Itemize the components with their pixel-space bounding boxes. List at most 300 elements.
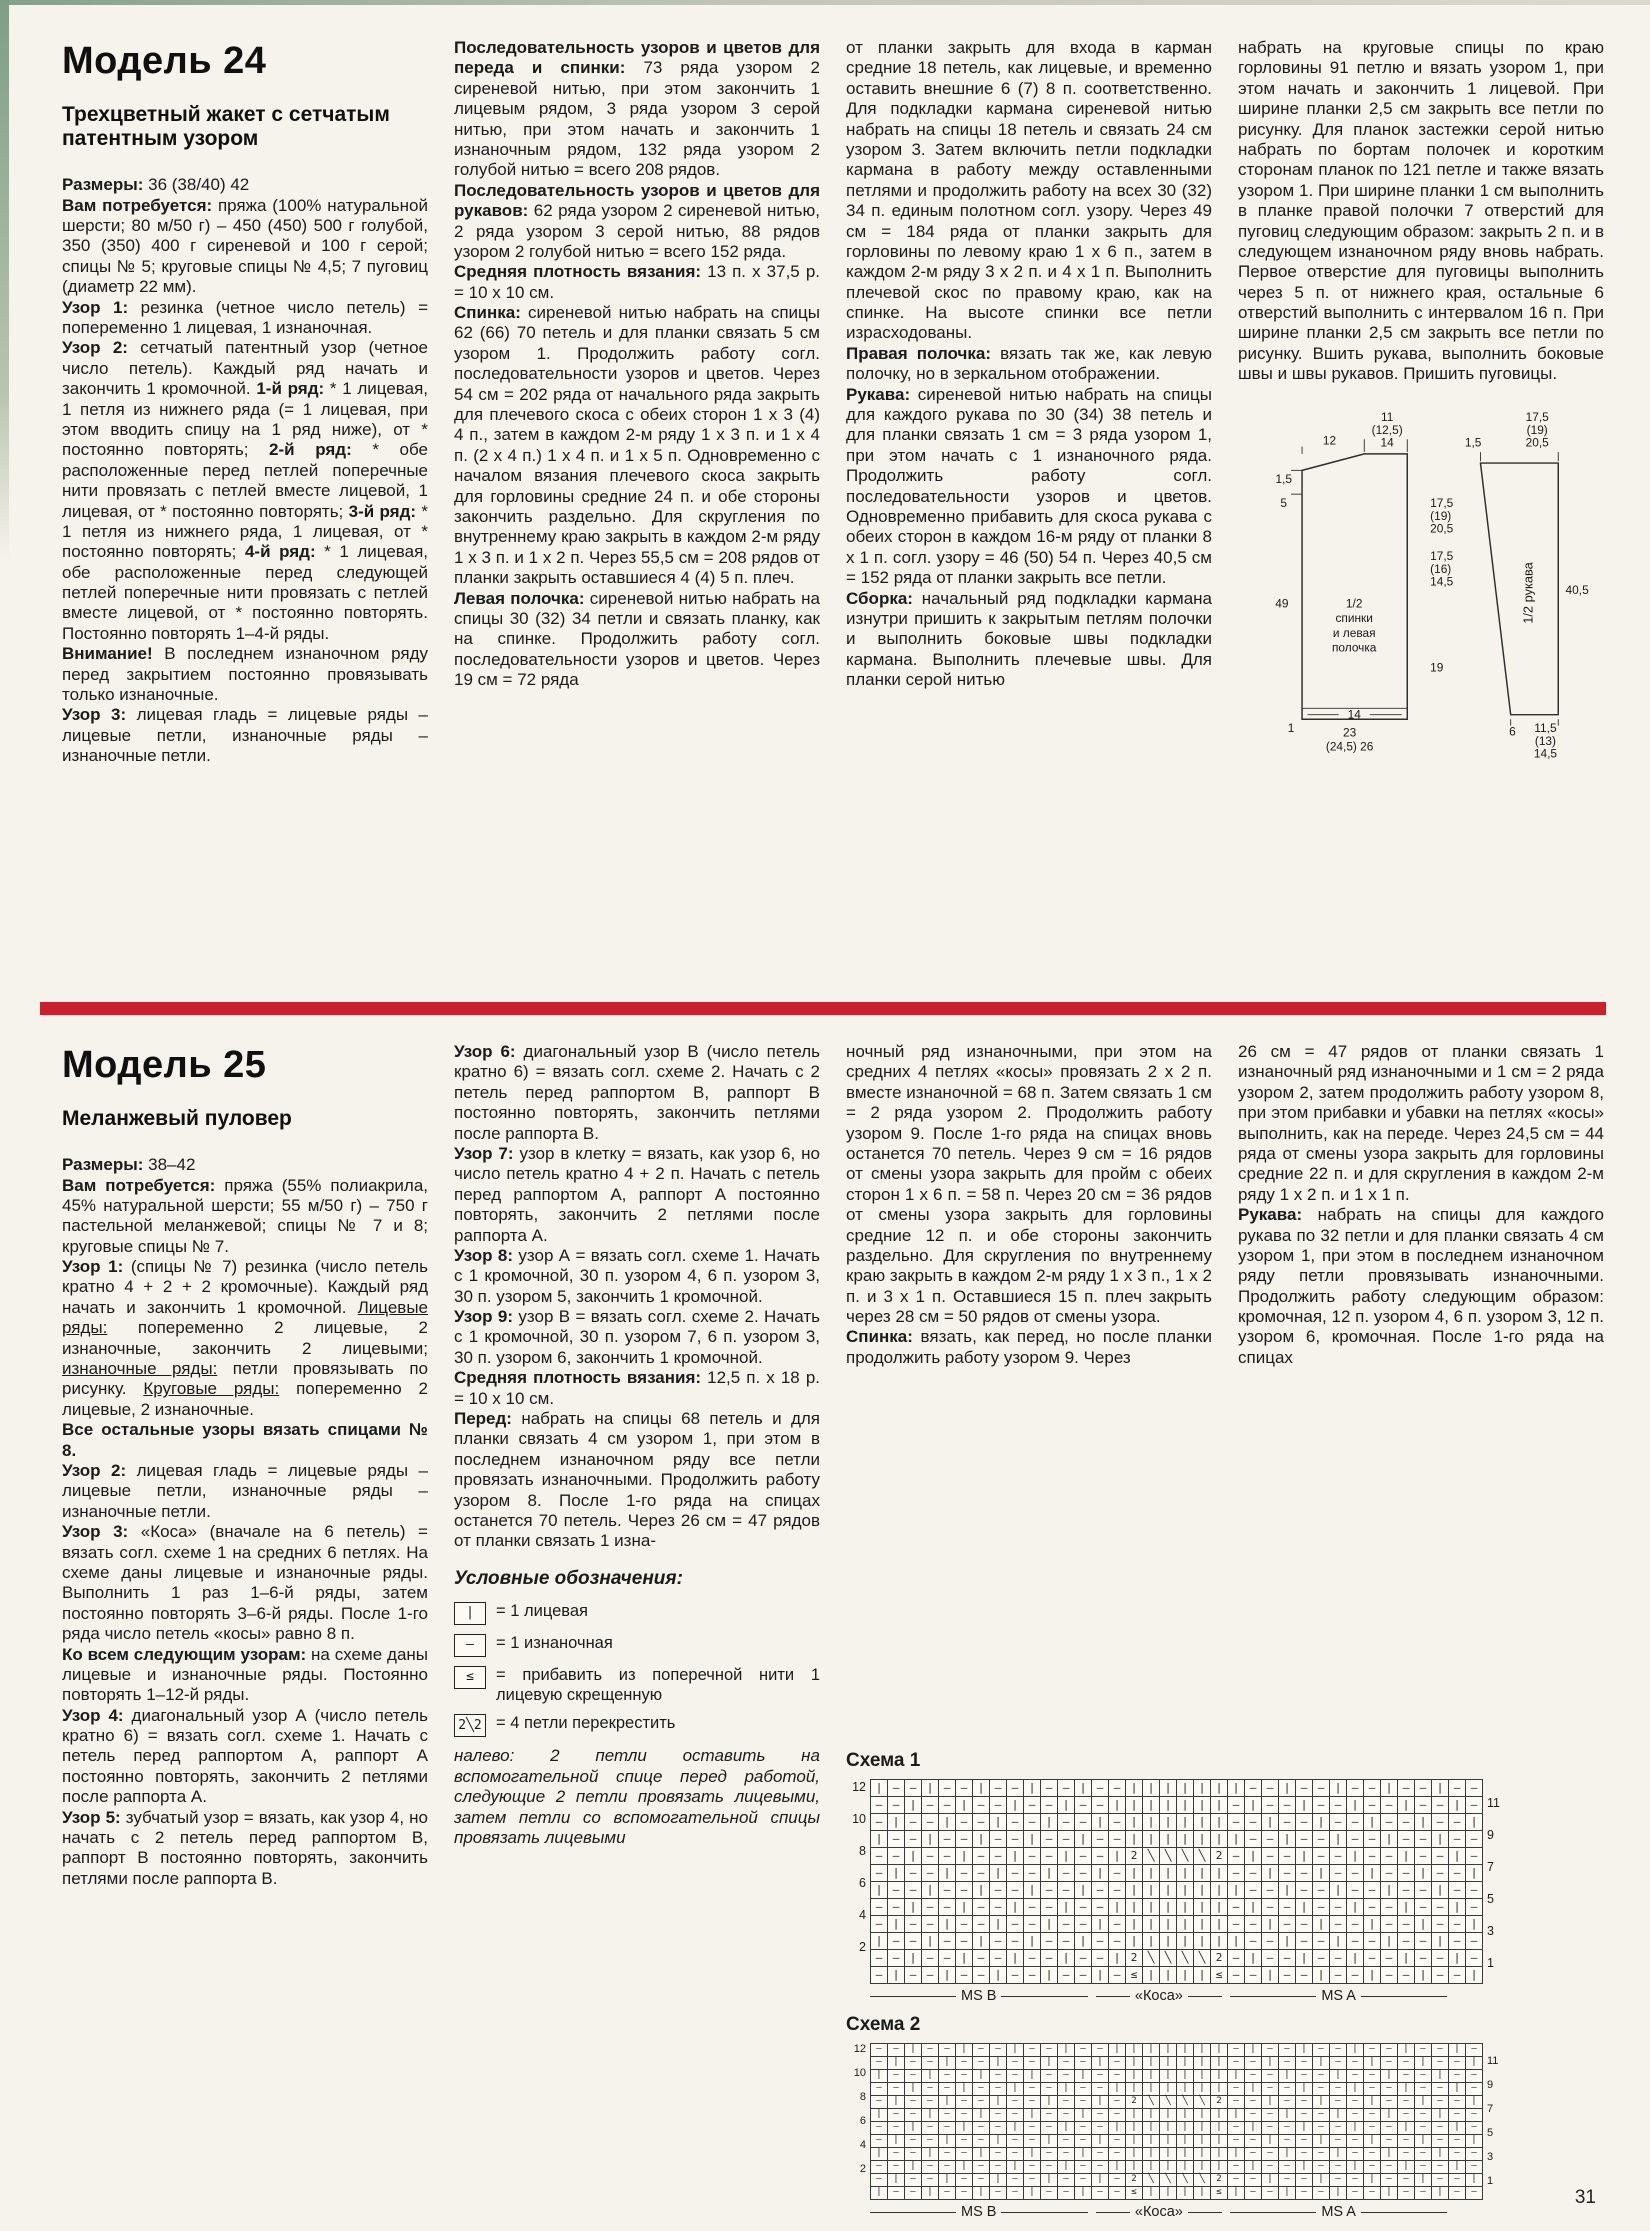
chart-cell: – [1415, 2187, 1432, 2200]
chart-cell: | [1449, 1848, 1466, 1865]
chart-cell: | [905, 2161, 922, 2174]
chart-cell: – [1262, 2044, 1279, 2057]
chart-cell: | [1296, 1899, 1313, 1916]
chart-cell: | [1177, 1797, 1194, 1814]
chart-cell: | [1194, 1882, 1211, 1899]
chart-cell: | [888, 1814, 905, 1831]
chart-cell: ╲ [1177, 1848, 1194, 1865]
page-number: 31 [1574, 2187, 1596, 2208]
chart-cell: – [1313, 1848, 1330, 1865]
paragraph [454, 262, 820, 303]
chart-cell: – [905, 1967, 922, 1984]
chart-cell: | [1092, 2057, 1109, 2070]
chart-cell: | [1143, 1899, 1160, 1916]
chart-cell: – [1398, 1814, 1415, 1831]
chart-cell: – [888, 1899, 905, 1916]
chart-cell: – [1024, 1950, 1041, 1967]
chart-cell: – [1347, 1865, 1364, 1882]
text-run: 13 п. х 37,5 р. = 10 х 10 см. [454, 262, 820, 302]
paragraph [62, 705, 428, 766]
chart-cell: – [1347, 2174, 1364, 2187]
chart-cell: | [1228, 1882, 1245, 1899]
chart-cell: – [1364, 1882, 1381, 1899]
chart-cell: | [1330, 2070, 1347, 2083]
measurement-label: 14,5 [1430, 574, 1454, 589]
chart-cell: | [888, 1865, 905, 1882]
chart-cell: | [1347, 2161, 1364, 2174]
chart-cell: – [871, 1848, 888, 1865]
chart-cell: 2 [1126, 2174, 1143, 2187]
chart-cell: – [1075, 1848, 1092, 1865]
row-number [1483, 1811, 1507, 1827]
measurement-label: 1,5 [1275, 471, 1293, 486]
chart-cell: – [1347, 1882, 1364, 1899]
chart-cell: – [973, 1797, 990, 1814]
chart-cell: | [1364, 2135, 1381, 2148]
chart-cell: – [1364, 2187, 1381, 2200]
chart-cell: – [990, 2161, 1007, 2174]
chart-cell: – [1041, 2187, 1058, 2200]
chart-cell: | [1143, 2161, 1160, 2174]
text-run: Левая полочка: [454, 588, 585, 608]
chart-cell: | [1194, 1916, 1211, 1933]
chart-cell: | [1211, 1831, 1228, 1848]
chart-cell: | [1160, 1831, 1177, 1848]
chart-cell: – [1041, 1950, 1058, 1967]
chart-cell: – [1449, 2070, 1466, 2083]
chart-cell: – [1432, 1848, 1449, 1865]
chart-cell: – [1381, 2096, 1398, 2109]
text-run: лицевая гладь = лицевые ряды – лицевые петли, изнаночные ряды – изнаночные петли. [62, 705, 428, 766]
chart-cell: | [1177, 2148, 1194, 2161]
chart-cell: – [905, 2174, 922, 2187]
chart-cell: | [1398, 1899, 1415, 1916]
row-number [1483, 2067, 1507, 2079]
chart-cell: – [871, 1814, 888, 1831]
chart-cell: – [1279, 1814, 1296, 1831]
chart-cell: ╲ [1177, 2174, 1194, 2187]
chart-cell: | [1160, 1916, 1177, 1933]
chart-cell: – [1313, 2122, 1330, 2135]
row-number: 6 [859, 2115, 866, 2127]
chart-cell: | [990, 1967, 1007, 1984]
stitch-symbol: ≤ [454, 1666, 486, 1689]
chart-cell: | [1024, 2187, 1041, 2200]
chart-cell: – [1466, 1899, 1483, 1916]
chart-cell: – [1109, 1865, 1126, 1882]
chart-cell: | [1313, 1865, 1330, 1882]
chart-cell: | [1126, 2070, 1143, 2083]
chart-cell: – [1245, 2174, 1262, 2187]
chart-cell: – [1449, 1814, 1466, 1831]
chart-cell: | [1211, 2109, 1228, 2122]
chart-cell: | [1092, 1814, 1109, 1831]
chart-cell: | [1262, 1967, 1279, 1984]
chart-cell: | [1211, 1814, 1228, 1831]
chart-cell: – [888, 1797, 905, 1814]
text-run: Узор 8: [454, 1245, 514, 1265]
row-number [1483, 1939, 1507, 1955]
chart-cell: | [1109, 2122, 1126, 2135]
chart-cell: | [1007, 2044, 1024, 2057]
chart-cell: | [939, 1814, 956, 1831]
chart-cell: – [1075, 1814, 1092, 1831]
piece-label: спинки [1335, 610, 1373, 625]
chart-cell: | [1024, 1831, 1041, 1848]
model25-heading: Модель 25 [62, 1044, 267, 1086]
chart-cell: | [1024, 1780, 1041, 1797]
chart-cell: | [1109, 1950, 1126, 1967]
chart-cell: | [1109, 1797, 1126, 1814]
chart-cell: | [1194, 2083, 1211, 2096]
chart-cell: – [1466, 1950, 1483, 1967]
chart-cell: – [1381, 1899, 1398, 1916]
chart-cell: – [1262, 1899, 1279, 1916]
chart-cell: | [888, 2096, 905, 2109]
chart-cell: | [1024, 2070, 1041, 2083]
chart-cell: – [1381, 2044, 1398, 2057]
measurement-label: 17,5 [1430, 495, 1454, 510]
row-number: 3 [1487, 2151, 1494, 2163]
chart-cell: | [1177, 2070, 1194, 2083]
chart-cell: | [1449, 1797, 1466, 1814]
chart-cell: – [1364, 2148, 1381, 2161]
chart-cell: – [1058, 2096, 1075, 2109]
chart-cell: | [1466, 1967, 1483, 1984]
chart-cell: – [1313, 2109, 1330, 2122]
chart-cell: – [1381, 2135, 1398, 2148]
chart-cell: | [1398, 2122, 1415, 2135]
text-run: Ко всем следующим узорам: [62, 1644, 307, 1664]
chart-cell: | [1024, 2109, 1041, 2122]
text-run: Последовательность узоров и цветов для рукавов: [454, 180, 820, 221]
chart-cell: | [1007, 1899, 1024, 1916]
chart-cell: | [1177, 2187, 1194, 2200]
chart-cell: | [1092, 2174, 1109, 2187]
chart-cell: – [888, 2070, 905, 2083]
chart-cell: – [973, 2161, 990, 2174]
chart-cell: | [1466, 2096, 1483, 2109]
chart-cell: – [1228, 2161, 1245, 2174]
chart-cell: – [1245, 1933, 1262, 1950]
chart-cell: ╲ [1143, 1848, 1160, 1865]
model25-col3-text [846, 1042, 1212, 1368]
model24-col2-text [454, 38, 820, 691]
chart-cell: – [1313, 1797, 1330, 1814]
chart-cell: | [871, 2109, 888, 2122]
chart-cell: | [1211, 1933, 1228, 1950]
chart-cell: – [1007, 2109, 1024, 2122]
chart-cell: ╲ [1160, 2096, 1177, 2109]
text-run: * 1 лицевая, обе расположенные перед следующей петлей поперечные нити провязать с петлей вместе лицевой, от * постоянно повторять. Постоянно повторять 1–4-й ряды. [62, 542, 428, 643]
text-run: Все остальные узоры вязать спицами № 8. [62, 1420, 428, 1460]
chart-cell: – [922, 2083, 939, 2096]
chart-cell: – [1262, 1848, 1279, 1865]
chart-cell: – [1296, 1916, 1313, 1933]
chart-cell: | [1177, 2135, 1194, 2148]
chart-cell: | [1143, 2083, 1160, 2096]
chart-cell: | [1143, 1967, 1160, 1984]
chart-cell: | [990, 1865, 1007, 1882]
chart-section-label: MS B [870, 2204, 1088, 2220]
text-run: Размеры: [62, 175, 144, 195]
model24-col4 [1238, 38, 1604, 996]
chart-cell: – [1313, 2161, 1330, 2174]
chart-cell: | [888, 2135, 905, 2148]
text-run: Вам потребуется: [62, 195, 213, 215]
chart-cell: | [939, 2174, 956, 2187]
chart-cell: – [871, 1950, 888, 1967]
chart-cell: ╲ [1143, 2174, 1160, 2187]
chart-cell: – [1109, 2174, 1126, 2187]
model24-col3-text [846, 38, 1212, 691]
chart-cell: | [1126, 2057, 1143, 2070]
text-run: Средняя плотность вязания: [454, 262, 702, 282]
chart-cell: | [1415, 2057, 1432, 2070]
chart-cell: – [1432, 2044, 1449, 2057]
chart-cell: | [1279, 1780, 1296, 1797]
chart-cell: – [1092, 2148, 1109, 2161]
chart-cell: | [1194, 2109, 1211, 2122]
chart-cell: ╲ [1160, 1950, 1177, 1967]
chart-cell: | [1194, 2148, 1211, 2161]
paragraph [454, 1409, 820, 1552]
chart-cell: – [973, 1865, 990, 1882]
chart-cell: | [922, 1780, 939, 1797]
chart-cell: | [1449, 2122, 1466, 2135]
chart-cell: – [1279, 1899, 1296, 1916]
chart-cell: – [1330, 2135, 1347, 2148]
chart-cell: | [1126, 1780, 1143, 1797]
chart-cell: – [1347, 2070, 1364, 2083]
chart-cell: – [990, 1831, 1007, 1848]
sleeve-piece-outline [1480, 463, 1558, 715]
chart-cell: | [1075, 1831, 1092, 1848]
chart-cell: – [1245, 1916, 1262, 1933]
chart-cell: – [973, 1916, 990, 1933]
chart-cell: | [1347, 2122, 1364, 2135]
chart-cell: – [1381, 1814, 1398, 1831]
row-number [1483, 1779, 1507, 1795]
chart-cell: – [956, 2057, 973, 2070]
chart-cell: – [871, 2083, 888, 2096]
chart-cell: – [939, 2044, 956, 2057]
chart-cell: – [939, 2122, 956, 2135]
chart-cell: | [1211, 1865, 1228, 1882]
row-number [846, 2175, 870, 2187]
chart-cell: – [1381, 1848, 1398, 1865]
chart-cell: – [1449, 2109, 1466, 2122]
chart-cell: | [1041, 2174, 1058, 2187]
measurement-label: 11,5 [1534, 720, 1557, 735]
measurement-label: 49 [1275, 596, 1289, 611]
chart-cell: | [905, 1950, 922, 1967]
text-run: попеременно 2 лицевые, 2 изнаночные, закончить 2 лицевыми; [62, 1318, 428, 1358]
chart-cell: – [1330, 1950, 1347, 1967]
model-24-section [62, 38, 1604, 996]
chart-cell: – [1466, 2161, 1483, 2174]
chart-cell: | [1330, 2109, 1347, 2122]
model24-col2 [454, 38, 820, 996]
chart-cell: | [1194, 2161, 1211, 2174]
text-run: 38–42 [143, 1155, 196, 1175]
measurement-label: 12 [1322, 433, 1337, 448]
chart-cell: ≤ [1126, 2187, 1143, 2200]
chart-cell: – [1415, 1797, 1432, 1814]
chart-cell: – [1007, 2096, 1024, 2109]
chart-cell: | [1466, 1814, 1483, 1831]
chart-cell: – [973, 1848, 990, 1865]
row-number [1483, 2139, 1507, 2151]
chart-cell: – [1007, 1933, 1024, 1950]
text-run: * 1 лицевая, 1 петля из нижнего ряда (= 1 лицевая, при этом вводить спицу на 1 ряд ниже), от * постоянно повторять; [62, 379, 428, 460]
text-run: * обе расположенные перед петлей поперечные нити провязать с петлей вместе лицевой, 1 лицевая, от * постоянно повторять; [62, 440, 429, 521]
chart-cell: | [1194, 2187, 1211, 2200]
chart-cell: – [888, 1780, 905, 1797]
piece-label: и левая [1332, 625, 1376, 640]
chart-cell: | [1262, 2057, 1279, 2070]
chart-cell: – [990, 1899, 1007, 1916]
chart-cell: | [1075, 1882, 1092, 1899]
paragraph [454, 181, 820, 263]
chart-cell: | [1364, 1814, 1381, 1831]
chart-cell: – [1449, 1831, 1466, 1848]
chart-cell: | [1143, 2109, 1160, 2122]
chart-cell: | [1330, 1780, 1347, 1797]
chart-cell: – [973, 2044, 990, 2057]
chart-cell: | [990, 2096, 1007, 2109]
chart-cell: – [1398, 2148, 1415, 2161]
chart-cell: – [1381, 2083, 1398, 2096]
chart-cell: – [1075, 2083, 1092, 2096]
chart-cell: | [1296, 1848, 1313, 1865]
chart-cell: | [1279, 2109, 1296, 2122]
chart-cell: – [871, 1865, 888, 1882]
chart-cell: – [1109, 1831, 1126, 1848]
chart-cell: – [888, 1933, 905, 1950]
chart-cell: – [1432, 2096, 1449, 2109]
chart-cell: | [956, 1797, 973, 1814]
chart-cell: | [905, 1848, 922, 1865]
chart-cell: – [1109, 1882, 1126, 1899]
chart-cell: – [1228, 1950, 1245, 1967]
row-number [846, 1859, 870, 1875]
paragraph [846, 38, 1212, 344]
row-number [846, 1891, 870, 1907]
chart-cell: | [1279, 2070, 1296, 2083]
paragraph [846, 344, 1212, 385]
chart-cell: – [1262, 2083, 1279, 2096]
chart-cell: – [1466, 2148, 1483, 2161]
chart-cell: – [888, 2109, 905, 2122]
measurement-label: 14,5 [1533, 746, 1558, 761]
chart-cell: | [1177, 1967, 1194, 1984]
chart-cell: | [1228, 2109, 1245, 2122]
chart-cell: – [1007, 1865, 1024, 1882]
chart-cell: – [1364, 1797, 1381, 1814]
chart-cell: – [1041, 2122, 1058, 2135]
text-run: 73 ряда узором 2 сиреневой нитью, при этом закончить 1 лицевым рядом, 3 ряда узором 3 серой нитью, при этом начать и закончить 1 изнаночным рядом, 132 ряда узором 2 голубой нитью = всего 208 рядов. [454, 58, 820, 180]
legend-heading: Условные обозначения: [454, 1567, 683, 1589]
chart-cell: | [1126, 2044, 1143, 2057]
chart-cell: – [905, 1865, 922, 1882]
chart-cell: | [1109, 2161, 1126, 2174]
chart-cell: | [956, 1950, 973, 1967]
chart-cell: | [1024, 1933, 1041, 1950]
chart-cell: | [1296, 2122, 1313, 2135]
chart-cell: – [1058, 1882, 1075, 1899]
row-number [846, 2079, 870, 2091]
chart-cell: | [1194, 1814, 1211, 1831]
chart-cell: – [1364, 2083, 1381, 2096]
chart-cell: | [1194, 1797, 1211, 1814]
chart-cell: – [1058, 1865, 1075, 1882]
chart-cell: – [1313, 1950, 1330, 1967]
chart-cell: | [1177, 2161, 1194, 2174]
chart-cell: | [1143, 1831, 1160, 1848]
chart-cell: – [871, 1967, 888, 1984]
paragraph [846, 1042, 1212, 1327]
chart-cell: | [1262, 2096, 1279, 2109]
paragraph [62, 338, 428, 644]
chart-cell: – [973, 2083, 990, 2096]
chart-cell: – [1381, 2057, 1398, 2070]
chart-cell: – [1415, 2109, 1432, 2122]
chart-cell: – [1432, 2161, 1449, 2174]
chart-cell: – [1092, 1950, 1109, 1967]
chart-cell: – [1364, 2109, 1381, 2122]
chart-cell: | [1313, 1916, 1330, 1933]
chart-cell: – [956, 1814, 973, 1831]
chart-cell: – [1109, 1916, 1126, 1933]
chart-cell: – [990, 2083, 1007, 2096]
chart-cell: – [1058, 2174, 1075, 2187]
chart-cell: – [1075, 1797, 1092, 1814]
chart-cell: | [1466, 1916, 1483, 1933]
text-run: 36 (38/40) 42 [143, 175, 250, 195]
chart-cell: | [922, 2109, 939, 2122]
chart-cell: | [1228, 2070, 1245, 2083]
chart-cell: | [1160, 1865, 1177, 1882]
chart-cell: | [973, 2109, 990, 2122]
chart-cell: | [1449, 2044, 1466, 2057]
chart-cell: – [1466, 1780, 1483, 1797]
chart-cell: | [956, 2083, 973, 2096]
chart-cell: – [939, 2083, 956, 2096]
chart-cell: – [956, 1882, 973, 1899]
chart-cell: – [973, 1950, 990, 1967]
chart-cell: – [1058, 2057, 1075, 2070]
text-run: узор А = вязать согл. схеме 1. Начать с 1 кромочной, 30 п. узором 4, 6 п. узором 3, 30 п. узором 5, закончить 1 кромочной. [454, 1245, 820, 1306]
chart-cell: | [1245, 2122, 1262, 2135]
chart-cell: – [1330, 2083, 1347, 2096]
text-run: набрать на спицы 68 петель и для планки связать 4 см узором 1, при этом в последнем изнаночном ряду все петли провязать изнаночными. Продолжить работу узором 8. После 1-го ряда на спицах останется 70 петель. Через 26 см = 47 рядов от планки связать 1 изна- [454, 1409, 820, 1551]
chart-cell: | [1160, 2044, 1177, 2057]
chart-cell: | [1160, 2161, 1177, 2174]
chart-cell: – [922, 2044, 939, 2057]
paragraph [62, 1257, 428, 1420]
chart-cell: – [973, 1967, 990, 1984]
chart-cell: | [1109, 2083, 1126, 2096]
chart-cell: – [1279, 1950, 1296, 1967]
chart-cell: – [1007, 1814, 1024, 1831]
chart-cell: – [1075, 2122, 1092, 2135]
chart-cell: – [1432, 2174, 1449, 2187]
chart-cell: – [888, 1950, 905, 1967]
chart-cell: – [1007, 2187, 1024, 2200]
chart-cell: | [1092, 1916, 1109, 1933]
chart-cell: | [1007, 1950, 1024, 1967]
